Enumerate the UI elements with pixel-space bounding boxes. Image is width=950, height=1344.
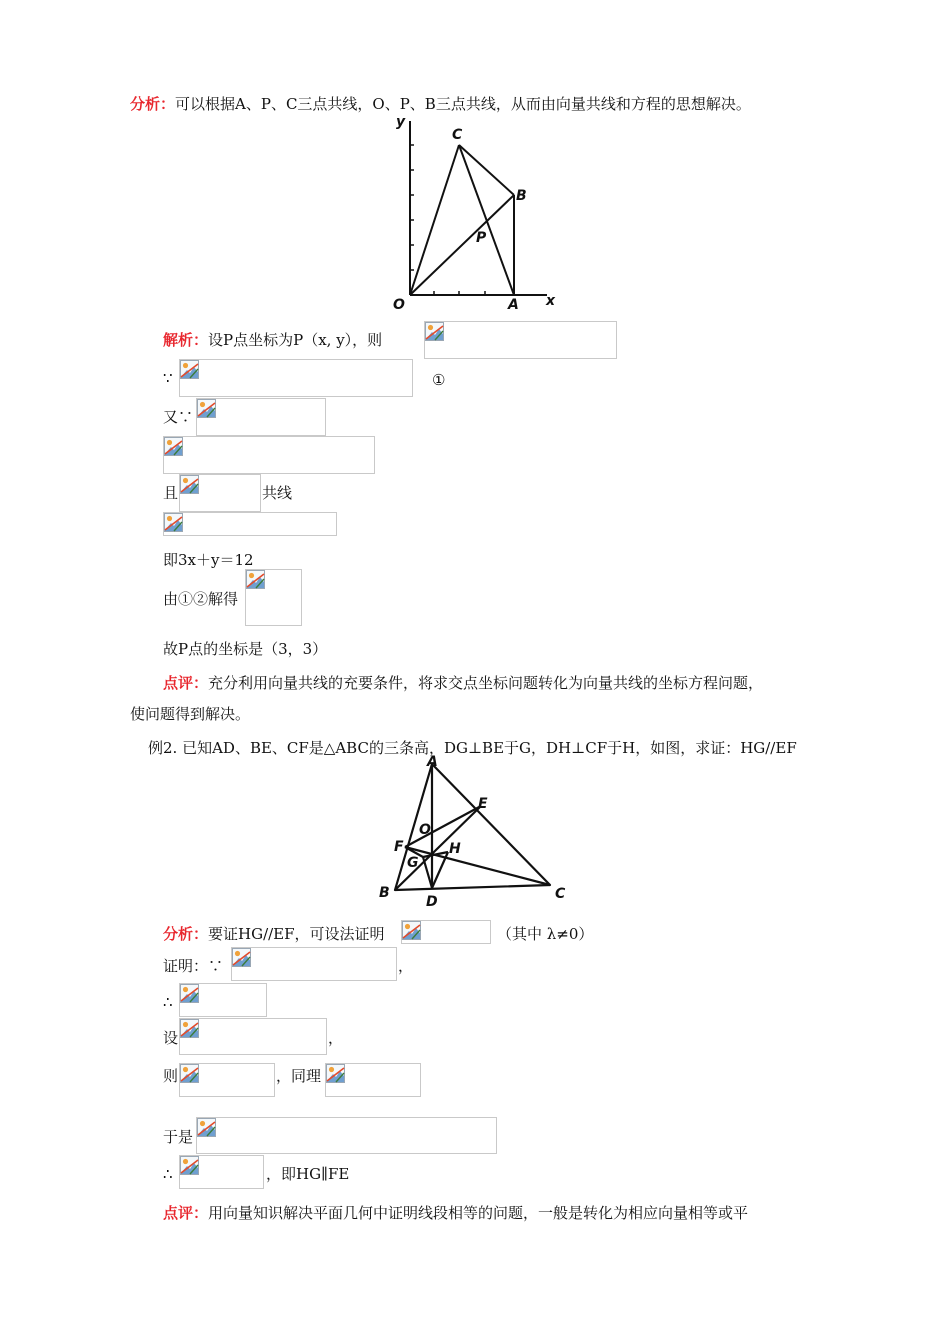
broken-image-icon bbox=[402, 921, 421, 940]
again-because: 又∵ bbox=[163, 408, 194, 426]
broken-image-icon bbox=[164, 513, 183, 532]
formula-image bbox=[179, 359, 413, 397]
broken-image-icon bbox=[246, 570, 265, 589]
formula-image bbox=[196, 398, 326, 436]
result-line: 故P点的坐标是（3，3） bbox=[163, 640, 328, 658]
broken-image-icon bbox=[197, 1118, 216, 1137]
comment-line-1 bbox=[163, 673, 763, 693]
broken-image-icon bbox=[164, 437, 183, 456]
label-c: C bbox=[555, 886, 566, 902]
label-e: E bbox=[478, 796, 488, 812]
label-p: P bbox=[476, 230, 487, 246]
broken-image-icon bbox=[180, 360, 199, 379]
label-b: B bbox=[379, 885, 390, 901]
formula-image bbox=[231, 947, 397, 981]
label-y: y bbox=[396, 114, 406, 130]
comment-text: 充分利用向量共线的充要条件，将求交点坐标问题转化为向量共线的坐标方程问题， bbox=[208, 674, 764, 692]
solution-line-1 bbox=[163, 330, 382, 350]
broken-image-icon bbox=[180, 1064, 199, 1083]
formula-image bbox=[196, 1117, 497, 1154]
equation-line: 即3x＋y＝12 bbox=[163, 551, 254, 569]
label-x: x bbox=[546, 293, 556, 309]
formula-image bbox=[163, 512, 337, 536]
formula-image bbox=[245, 569, 302, 626]
label-a: A bbox=[427, 754, 438, 770]
formula-image bbox=[179, 1063, 275, 1097]
solve-text: 由①②解得 bbox=[163, 590, 239, 608]
formula-image bbox=[179, 1018, 327, 1055]
comment-label: 点评： bbox=[163, 674, 209, 692]
broken-image-icon bbox=[180, 475, 199, 494]
analysis-2-text: 要证HG//EF，可设法证明 bbox=[208, 925, 385, 943]
formula-image bbox=[179, 474, 261, 512]
comment-2-text: 用向量知识解决平面几何中证明线段相等的问题，一般是转化为相应向量相等或平 bbox=[208, 1204, 749, 1222]
label-g: G bbox=[407, 855, 419, 871]
let-text: 设 bbox=[163, 1029, 179, 1047]
broken-image-icon bbox=[197, 399, 216, 418]
comma: ， bbox=[398, 957, 414, 975]
label-h: H bbox=[449, 841, 461, 857]
comment-line-2: 使问题得到解决。 bbox=[130, 705, 251, 723]
formula-image bbox=[424, 321, 617, 359]
similarly-text: ，同理 bbox=[276, 1067, 322, 1085]
analysis-2-label: 分析： bbox=[163, 925, 209, 943]
formula-image bbox=[163, 436, 375, 474]
label-a: A bbox=[508, 297, 519, 313]
formula-image bbox=[179, 1155, 264, 1189]
broken-image-icon bbox=[180, 1019, 199, 1038]
broken-image-icon bbox=[425, 322, 444, 341]
formula-image bbox=[179, 983, 267, 1017]
example-2-statement: 例2. 已知AD、BE、CF是△ABC的三条高，DG⊥BE于G，DH⊥CF于H，如图，求证：HG//EF bbox=[148, 739, 797, 757]
broken-image-icon bbox=[232, 948, 251, 967]
therefore-symbol: ∴ bbox=[163, 993, 173, 1011]
broken-image-icon bbox=[326, 1064, 345, 1083]
and-text: 且 bbox=[163, 484, 179, 502]
then-text: 则 bbox=[163, 1067, 179, 1085]
formula-image bbox=[401, 920, 491, 944]
proof-start: 证明：∵ bbox=[163, 957, 224, 975]
therefore-symbol: ∴ bbox=[163, 1165, 173, 1183]
analysis-label: 分析： bbox=[130, 95, 176, 113]
comma: ， bbox=[328, 1029, 344, 1047]
analysis-2-tail: （其中 λ≠0） bbox=[497, 925, 594, 943]
broken-image-icon bbox=[180, 984, 199, 1003]
label-o: O bbox=[419, 822, 431, 838]
comment-2-label: 点评： bbox=[163, 1204, 209, 1222]
solution-label: 解析： bbox=[163, 331, 209, 349]
collinear-text: 共线 bbox=[262, 484, 293, 502]
analysis-text: 可以根据A、P、C三点共线，O、P、B三点共线，从而由向量共线和方程的思想解决。 bbox=[175, 95, 751, 113]
label-b: B bbox=[516, 188, 527, 204]
formula-image bbox=[325, 1063, 421, 1097]
solution-text: 设P点坐标为P（x, y），则 bbox=[208, 331, 383, 349]
conclusion-text: ，即HG∥FE bbox=[266, 1165, 350, 1183]
label-d: D bbox=[426, 894, 438, 910]
triangle-figure bbox=[375, 752, 575, 912]
label-f: F bbox=[394, 839, 404, 855]
analysis-line bbox=[130, 94, 751, 114]
coordinate-figure bbox=[385, 113, 575, 313]
comment-2-line bbox=[163, 1203, 748, 1223]
equation-mark-1: ① bbox=[432, 371, 446, 389]
label-o: O bbox=[393, 297, 405, 313]
label-c: C bbox=[452, 127, 463, 143]
because-symbol: ∵ bbox=[163, 369, 173, 387]
hence-text: 于是 bbox=[163, 1128, 194, 1146]
broken-image-icon bbox=[180, 1156, 199, 1175]
analysis-2-line bbox=[163, 924, 385, 944]
